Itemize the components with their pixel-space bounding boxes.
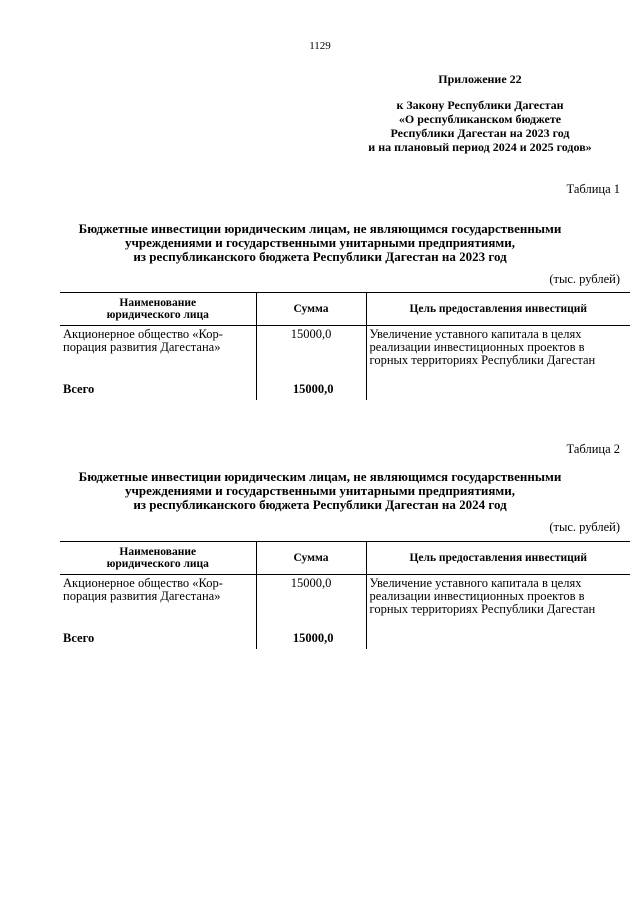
column-header-sum: Сумма [256, 293, 366, 326]
cell-name [60, 575, 256, 619]
appendix-line: и на плановый период 2024 и 2025 годов» [368, 140, 592, 154]
total-sum: 15000,0 [256, 369, 366, 400]
column-header-name [60, 542, 256, 575]
column-header-goal: Цель предоставления инвестиций [366, 542, 630, 575]
cell-text: реализации инвестиционных проектов в [369, 589, 585, 603]
cell-text: Акционерное общество «Кор- [63, 576, 223, 590]
column-header-name [60, 293, 256, 326]
table-1-unit: (тыс. рублей) [549, 272, 620, 286]
total-sum: 15000,0 [256, 618, 366, 649]
table-2-unit: (тыс. рублей) [549, 520, 620, 534]
page-number: 1129 [309, 40, 331, 52]
appendix-title: Приложение 22 [438, 72, 522, 86]
column-header-goal: Цель предоставления инвестиций [366, 293, 630, 326]
cell-text: реализации инвестиционных проектов в [369, 340, 585, 354]
table-2-label: Таблица 2 [566, 442, 620, 456]
cell-text: горных территориях Республики Дагестан [369, 353, 596, 367]
heading-line: учреждениями и государственными унитарными предприятиями, [125, 235, 515, 250]
column-header-text: Наименование [119, 297, 197, 309]
total-label: Всего [63, 382, 95, 396]
table-header-row [60, 542, 630, 575]
heading-line: Бюджетные инвестиции юридическим лицам, не являющимся государственными [78, 221, 562, 236]
total-label: Всего [63, 631, 95, 645]
heading-line: Бюджетные инвестиции юридическим лицам, не являющимся государственными [78, 469, 562, 484]
heading-line: учреждениями и государственными унитарными предприятиями, [125, 483, 515, 498]
heading-line: из республиканского бюджета Республики Дагестан на 2024 год [133, 497, 507, 512]
column-header-text: Наименование [119, 546, 197, 558]
cell-text: порация развития Дагестана» [63, 340, 221, 354]
table-row [60, 575, 630, 619]
appendix-line: «О республиканском бюджете [398, 112, 562, 126]
table-2-heading [40, 470, 600, 512]
column-header-text: юридического лица [106, 558, 209, 570]
cell-name [60, 326, 256, 370]
table-1-heading [40, 222, 600, 264]
total-goal-empty [366, 369, 630, 400]
heading-line: из республиканского бюджета Республики Дагестан на 2023 год [133, 249, 507, 264]
cell-text: Акционерное общество «Кор- [63, 327, 223, 341]
cell-text: горных территориях Республики Дагестан [369, 602, 596, 616]
investment-table-1 [60, 292, 630, 400]
column-header-sum: Сумма [256, 542, 366, 575]
appendix-header [340, 72, 620, 154]
total-row [60, 369, 630, 400]
cell-goal [366, 575, 630, 619]
appendix-line: к Закону Республики Дагестан [396, 98, 564, 112]
table-1-label: Таблица 1 [566, 182, 620, 196]
cell-sum: 15000,0 [256, 326, 366, 370]
cell-text: Увеличение уставного капитала в целях [369, 327, 582, 341]
investment-table-2 [60, 541, 630, 649]
cell-text: Увеличение уставного капитала в целях [369, 576, 582, 590]
table-row [60, 326, 630, 370]
total-goal-empty [366, 618, 630, 649]
cell-sum: 15000,0 [256, 575, 366, 619]
cell-text: порация развития Дагестана» [63, 589, 221, 603]
cell-goal [366, 326, 630, 370]
table-header-row [60, 293, 630, 326]
appendix-line: Республики Дагестан на 2023 год [390, 126, 570, 140]
total-row [60, 618, 630, 649]
column-header-text: юридического лица [106, 309, 209, 321]
